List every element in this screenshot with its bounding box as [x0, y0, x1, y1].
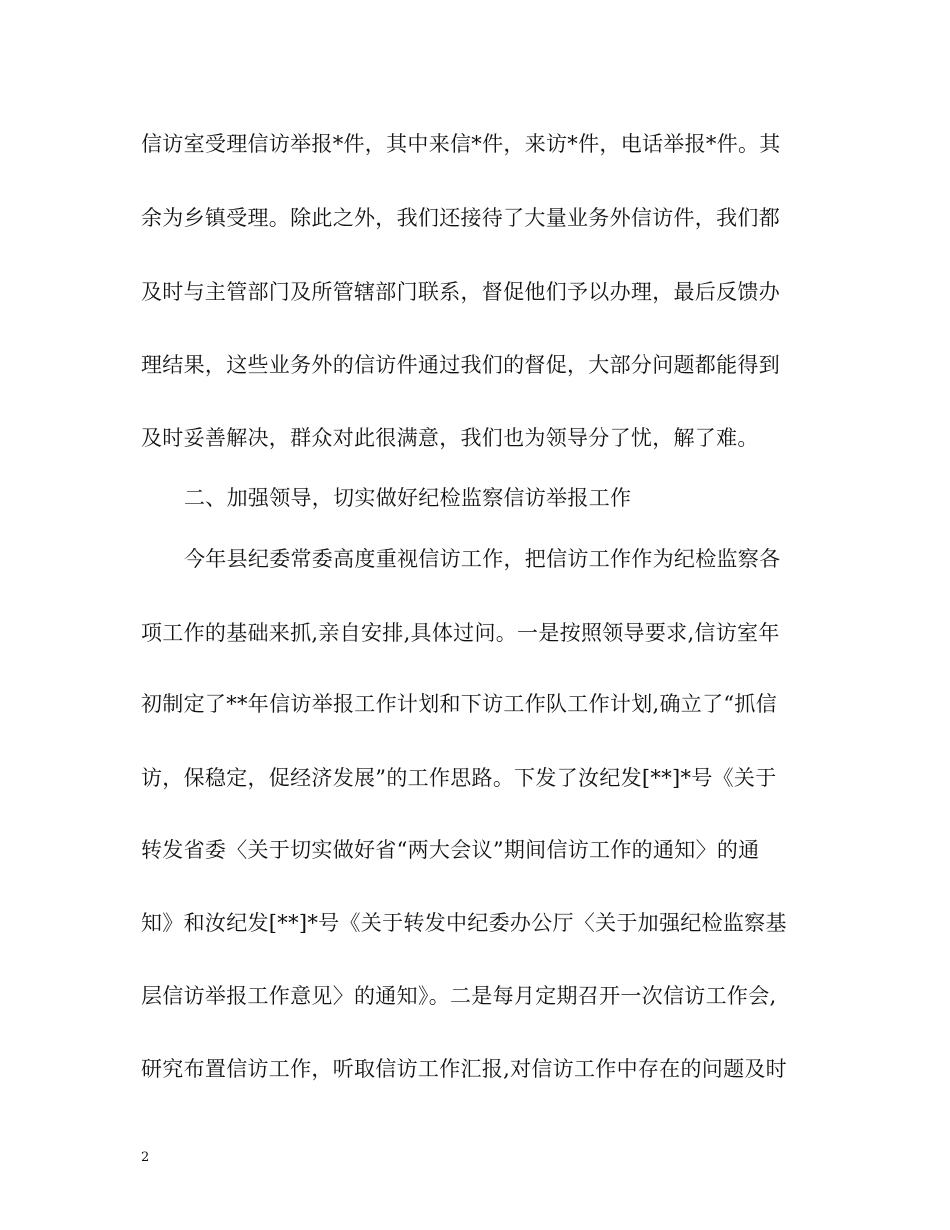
- page-number: 2: [141, 1150, 150, 1165]
- paragraph-line: 余为乡镇受理。除此之外，我们还接待了大量业务外信访件，我们都: [141, 206, 780, 230]
- paragraph-line: 知》和汝纪发[**]*号《关于转发中纪委办公厅〈关于加强纪检监察基: [141, 911, 787, 935]
- paragraph-line: 研究布置信访工作，听取信访工作汇报,对信访工作中存在的问题及时: [141, 1057, 787, 1081]
- paragraph-line: 访，保稳定，促经济发展”的工作思路。下发了汝纪发[**]*号《关于: [141, 766, 777, 790]
- paragraph-line: 理结果，这些业务外的信访件通过我们的督促，大部分问题都能得到: [141, 353, 780, 377]
- paragraph-line: 项工作的基础来抓,亲自安排,具体过问。一是按照领导要求,信访室年: [141, 621, 780, 645]
- paragraph-line: 及时妥善解决，群众对此很满意，我们也为领导分了忧，解了难。: [141, 426, 759, 450]
- paragraph-line: 初制定了**年信访举报工作计划和下访工作队工作计划,确立了“抓信: [141, 692, 778, 716]
- paragraph-line: 层信访举报工作意见〉的通知》。二是每月定期召开一次信访工作会,: [141, 984, 777, 1008]
- paragraph-line: 信访室受理信访举报*件，其中来信*件，来访*件，电话举报*件。其: [141, 132, 781, 156]
- paragraph-line: 及时与主管部门及所管辖部门联系，督促他们予以办理，最后反馈办: [141, 280, 780, 304]
- paragraph-line: 转发省委〈关于切实做好省“两大会议”期间信访工作的通知〉的通: [141, 838, 760, 862]
- paragraph-line: 今年县纪委常委高度重视信访工作，把信访工作作为纪检监察各: [184, 547, 781, 571]
- section-heading: 二、加强领导，切实做好纪检监察信访举报工作: [184, 486, 632, 510]
